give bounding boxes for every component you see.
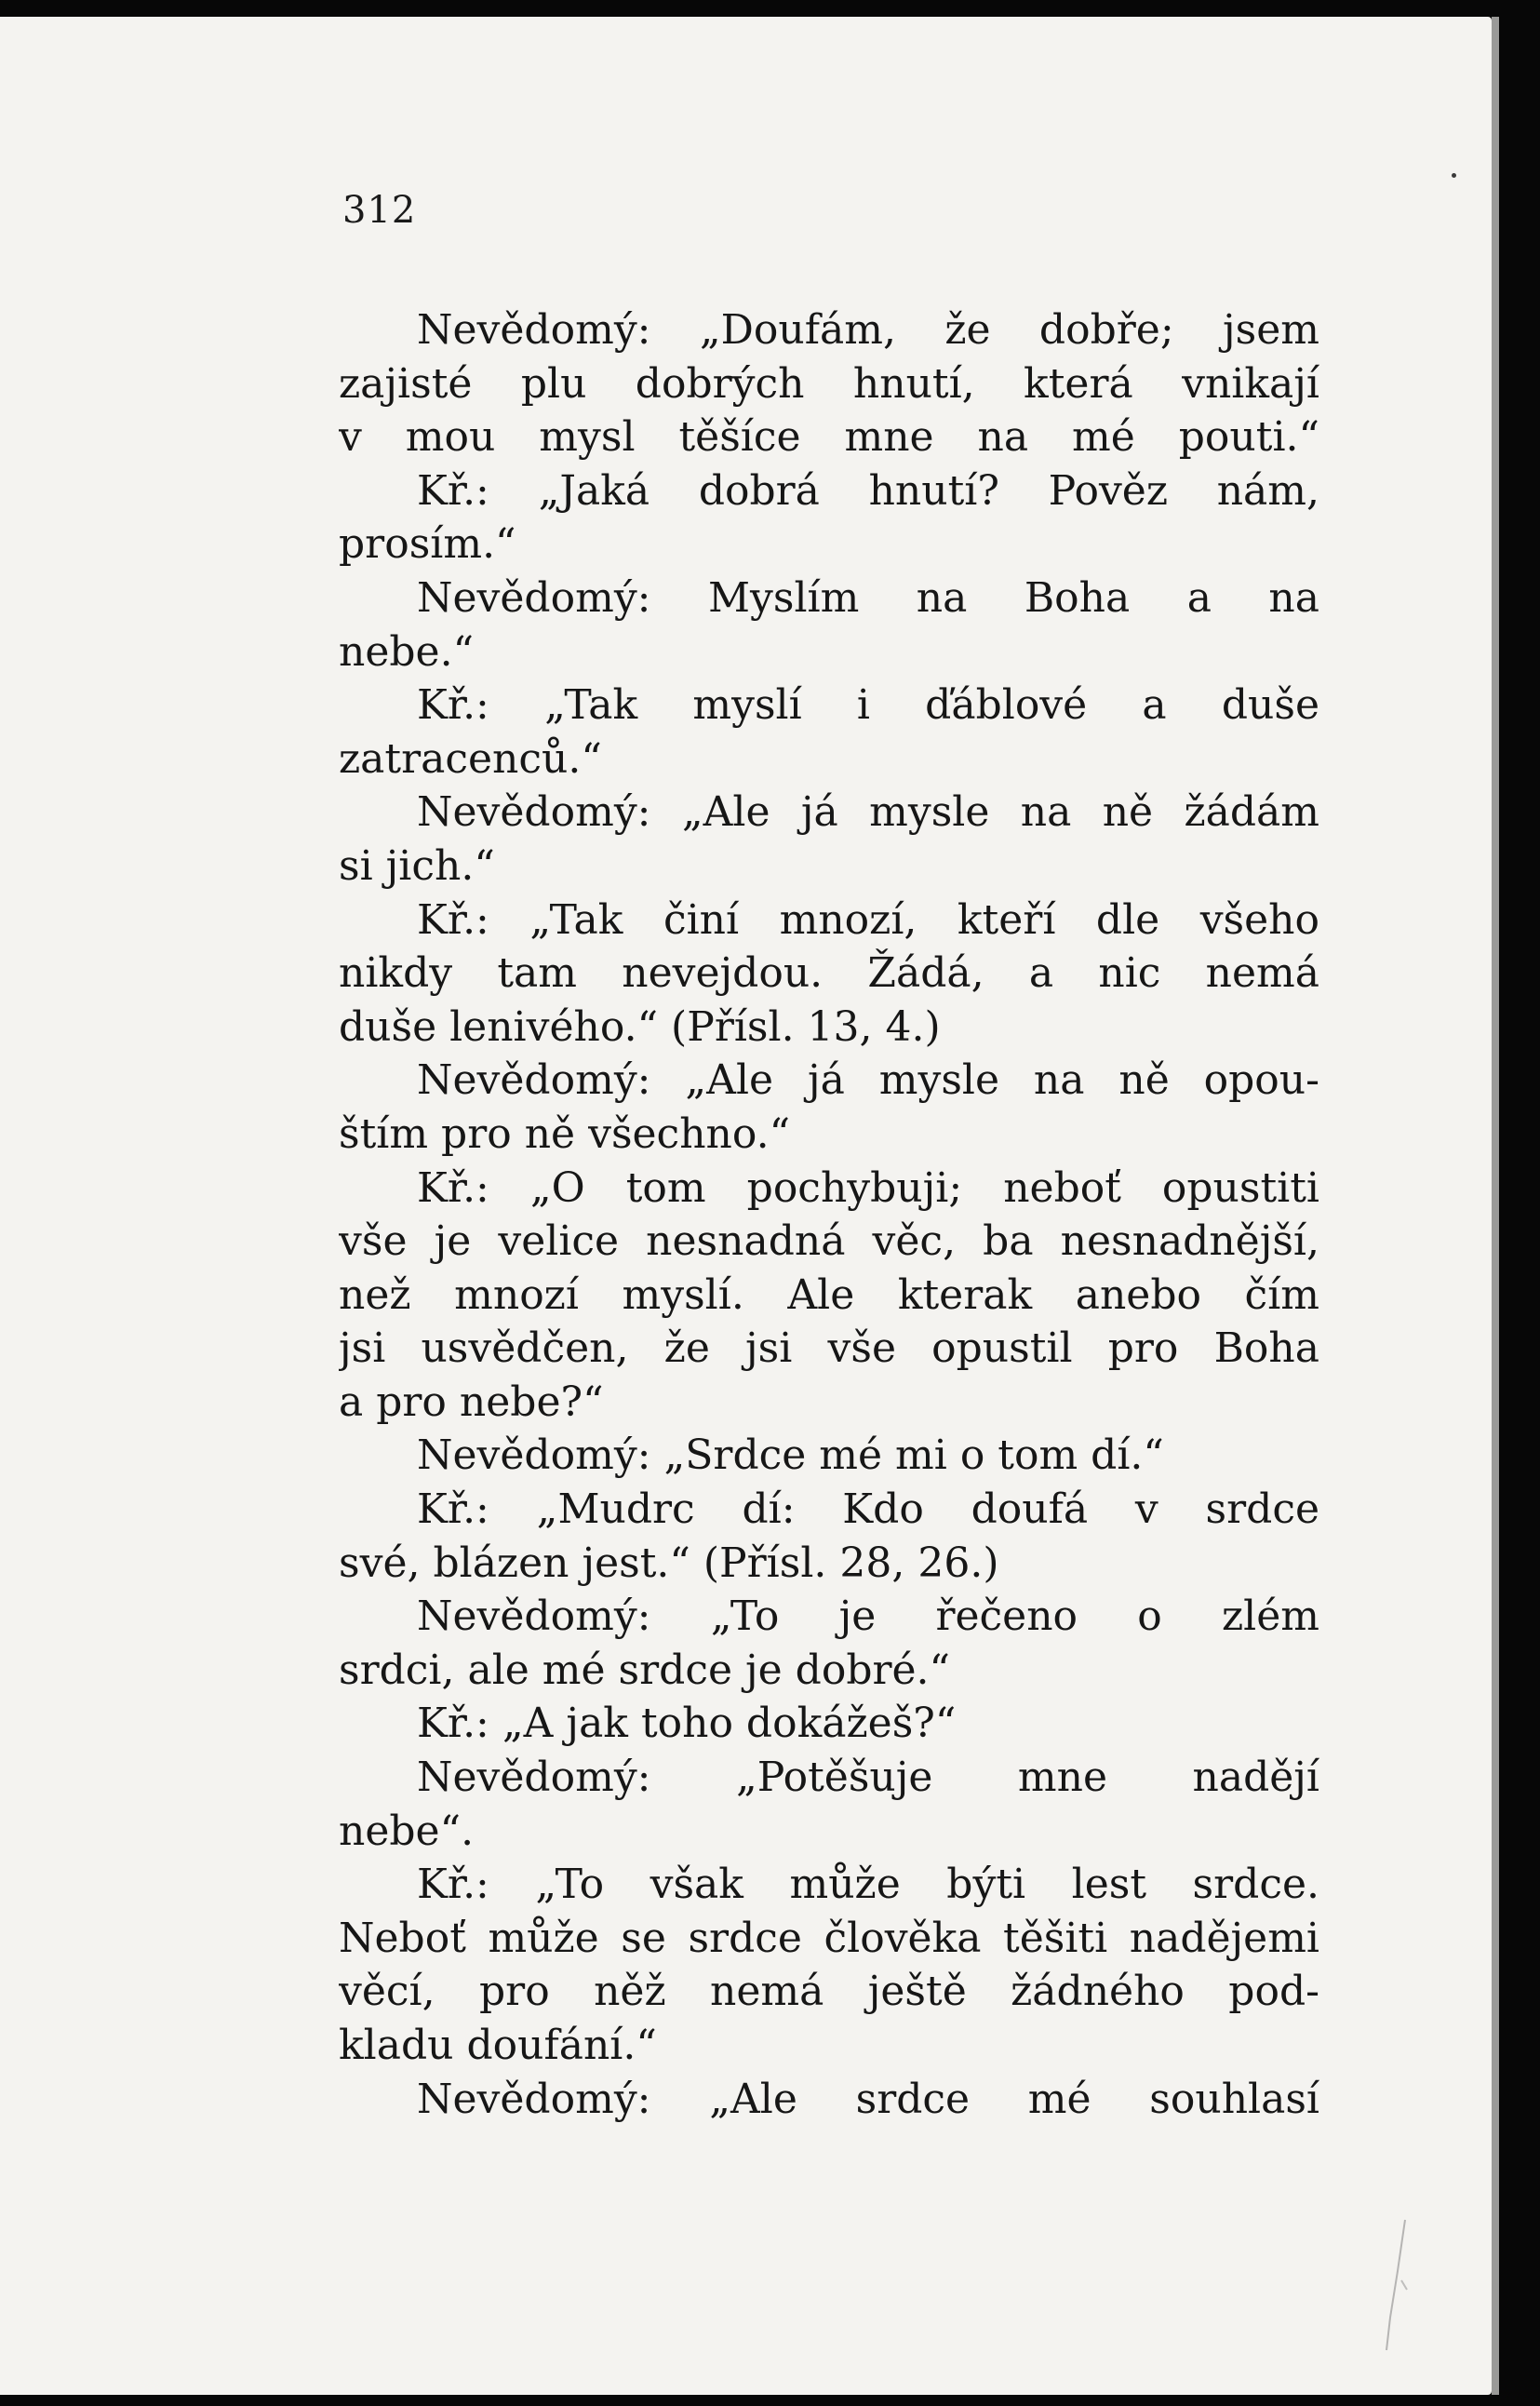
pencil-mark (1377, 2215, 1414, 2355)
text-line: Nevědomý: „To je řečeno o zlém (417, 1593, 1319, 1641)
dust-speck (1452, 173, 1456, 178)
text-line: kladu doufání.“ (339, 2022, 657, 2069)
text-line: Kř.: „Jaká dobrá hnutí? Pověz nám, (417, 466, 1319, 515)
text-line: Nevědomý: „Ale já mysle na ně opou- (417, 1056, 1319, 1105)
text-line: Nevědomý: „Doufám, že dobře; jsem (417, 306, 1319, 354)
text-line: Nevědomý: „Potěšuje mne nadějí (417, 1754, 1319, 1802)
text-line: nebe“. (339, 1807, 475, 1855)
text-line: Kř.: „Tak myslí i ďáblové a duše (417, 681, 1319, 730)
text-line: jsi usvědčen, že jsi vše opustil pro Boha (339, 1324, 1319, 1373)
text-line: Kř.: „A jak toho dokážeš?“ (417, 1700, 957, 1748)
text-line: Kř.: „To však může býti lest srdce. (417, 1861, 1319, 1909)
text-line: nebe.“ (339, 627, 475, 676)
text-line: srdci, ale mé srdce je dobré.“ (339, 1646, 951, 1694)
text-line: a pro nebe?“ (339, 1378, 604, 1426)
text-line: než mnozí myslí. Ale kterak anebo čím (339, 1270, 1319, 1319)
text-line: si jich.“ (339, 841, 495, 890)
text-line: v mou mysl těšíce mne na mé pouti.“ (339, 413, 1319, 462)
text-line: Neboť může se srdce člověka těšiti nadějemi (339, 1914, 1319, 1962)
text-line: Nevědomý: „Srdce mé mi o tom dí.“ (417, 1432, 1164, 1480)
text-line: duše lenivého.“ (Přísl. 13, 4.) (339, 1002, 941, 1051)
text-line: Kř.: „Tak činí mnozí, kteří dle všeho (417, 895, 1319, 944)
text-line: nikdy tam nevejdou. Žádá, a nic nemá (339, 949, 1319, 998)
text-line: vše je velice nesnadná věc, ba nesnadnější, (339, 1217, 1319, 1266)
text-line: Nevědomý: „Ale já mysle na ně žádám (417, 788, 1319, 837)
text-line: Kř.: „O tom pochybuji; neboť opustiti (417, 1163, 1319, 1212)
text-line: své, blázen jest.“ (Přísl. 28, 26.) (339, 1539, 999, 1587)
page-number: 312 (342, 189, 417, 232)
text-line: věcí, pro něž nemá ještě žádného pod- (339, 1968, 1319, 2016)
text-line: Nevědomý: „Ale srdce mé souhlasí (417, 2075, 1319, 2123)
text-line: zajisté plu dobrých hnutí, která vnikají (339, 359, 1319, 408)
text-line: zatracenců.“ (339, 734, 602, 783)
text-line: prosím.“ (339, 520, 516, 569)
text-line: štím pro ně všechno.“ (339, 1109, 791, 1158)
body-text (339, 303, 1319, 2126)
page-edge-shadow (1492, 17, 1499, 2395)
text-line: Kř.: „Mudrc dí: Kdo doufá v srdce (417, 1485, 1319, 1534)
text-line: Nevědomý: Myslím na Boha a na (417, 573, 1319, 622)
